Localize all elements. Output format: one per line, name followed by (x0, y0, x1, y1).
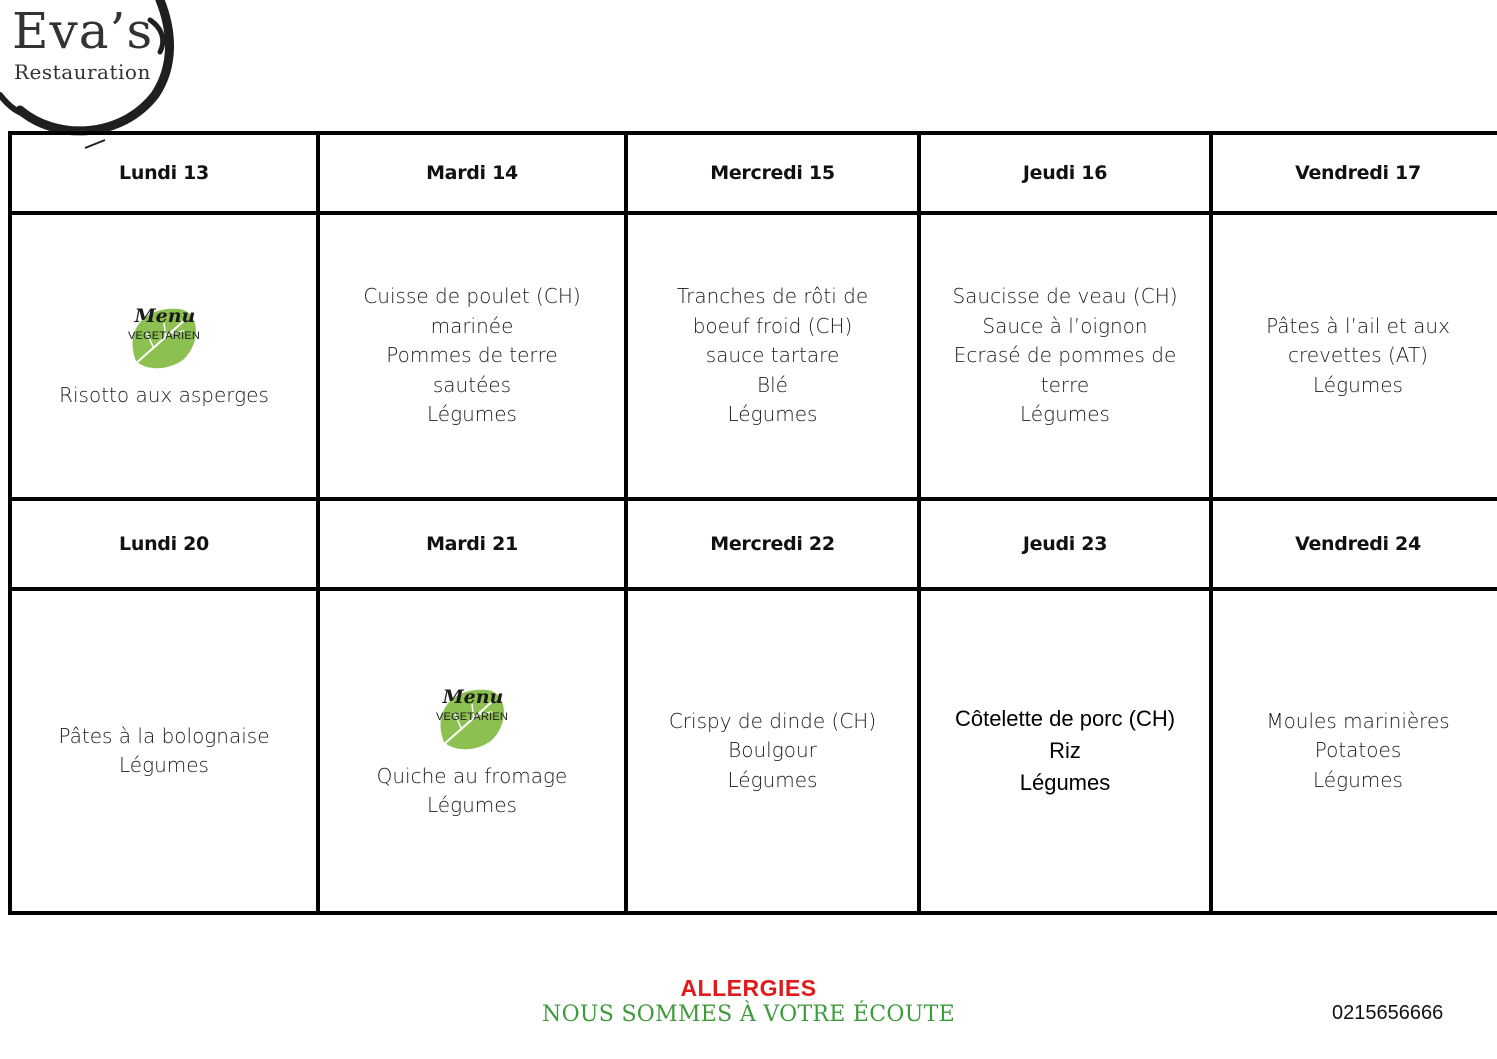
dish-line: Côtelette de porc (CH) (954, 706, 1176, 731)
dish-text (931, 282, 1199, 430)
dish-line: Pâtes à l’ail et aux (1266, 313, 1450, 338)
day-label: Lundi 20 (119, 533, 209, 555)
day-header (10, 499, 318, 589)
day-label: Vendredi 24 (1295, 533, 1421, 555)
dish-line: Sauce à l’oignon (982, 313, 1148, 338)
brand-name: Eva’s (12, 2, 154, 60)
week2-header-row (10, 499, 1497, 589)
dish-line: Pommes de terre (386, 343, 558, 368)
dish-line: crevettes (AT) (1288, 343, 1428, 368)
vegetarian-badge (124, 301, 204, 371)
dish-line: sauce tartare (705, 343, 840, 368)
dish-cell (626, 589, 919, 913)
dish-line: Boulgour (728, 738, 817, 763)
dish-cell (1211, 213, 1497, 499)
dish-cell (10, 589, 318, 913)
dish-cell (10, 213, 318, 499)
dish-line: Légumes (1313, 372, 1403, 397)
dish-cell (919, 213, 1211, 499)
phone-number: 0215656666 (1332, 1002, 1444, 1024)
dish-text (638, 707, 907, 796)
dish-line: terre (1040, 372, 1090, 397)
weekly-menu-table (8, 131, 1497, 915)
dish-line: Ecrasé de pommes de (953, 343, 1177, 368)
day-label: Jeudi 16 (1022, 162, 1108, 184)
week1-dishes-row (10, 213, 1497, 499)
badge-title: Menu (134, 305, 196, 328)
dish-line: Légumes (1313, 767, 1403, 792)
dish-text (330, 282, 614, 430)
dish-line: Pâtes à la bolognaise (58, 723, 270, 748)
dish-line: Riz (1049, 738, 1081, 763)
dish-text (1223, 312, 1493, 401)
day-label: Lundi 13 (119, 162, 209, 184)
day-header (318, 499, 626, 589)
badge-title: Menu (442, 685, 504, 708)
day-label: Mercredi 22 (710, 533, 835, 555)
week2-dishes-row (10, 589, 1497, 913)
dish-text (330, 762, 614, 821)
dish-line: Légumes (427, 793, 517, 817)
day-header (626, 499, 919, 589)
dish-cell (318, 213, 626, 499)
dish-line: Crispy de dinde (CH) (668, 708, 877, 733)
dish-text (22, 381, 306, 411)
week1-header-row (10, 133, 1497, 213)
day-header (626, 133, 919, 213)
dish-cell (318, 589, 626, 913)
badge-subtitle: VEGETARIEN (127, 330, 201, 343)
dish-line: Risotto aux asperges (59, 383, 269, 408)
dish-line: Légumes (427, 402, 517, 427)
dish-cell (1211, 589, 1497, 913)
dish-cell (626, 213, 919, 499)
dish-line: Quiche au fromage (376, 763, 568, 788)
dish-line: Potatoes (1314, 738, 1402, 763)
day-header (318, 133, 626, 213)
vegetarian-badge (432, 682, 512, 752)
dish-line: Légumes (727, 767, 818, 792)
dish-text (1223, 707, 1493, 796)
dish-line: Cuisse de poulet (CH) (363, 284, 581, 309)
day-label: Mardi 21 (426, 533, 518, 555)
dish-line: sautées (432, 372, 512, 397)
dish-line: Légumes (1019, 770, 1111, 795)
day-header (10, 133, 318, 213)
day-label: Mercredi 15 (710, 162, 835, 184)
day-label: Vendredi 17 (1295, 162, 1421, 184)
dish-line: Légumes (1020, 402, 1110, 427)
dish-line: Moules marinières (1266, 708, 1450, 733)
dish-text (22, 722, 306, 781)
allergies-message: NOUS SOMMES À VOTRE ÉCOUTE (542, 1002, 955, 1027)
dish-text (638, 282, 907, 430)
dish-line: Légumes (727, 402, 818, 427)
dish-line: Tranches de rôti de (676, 284, 869, 309)
day-header (1211, 133, 1497, 213)
dish-line: marinée (430, 313, 514, 338)
day-label: Mardi 14 (426, 162, 518, 184)
day-header (1211, 499, 1497, 589)
dish-line: Blé (757, 372, 788, 397)
day-header (919, 499, 1211, 589)
day-header (919, 133, 1211, 213)
day-label: Jeudi 23 (1022, 533, 1108, 555)
brand-logo (0, 0, 180, 150)
allergies-heading: ALLERGIES (680, 975, 817, 1001)
brand-subtitle: Restauration (14, 60, 151, 84)
dish-line: Légumes (119, 753, 209, 777)
dish-text (931, 703, 1199, 799)
dish-line: Saucisse de veau (CH) (952, 284, 1178, 309)
dish-cell (919, 589, 1211, 913)
badge-subtitle: VEGETARIEN (435, 710, 509, 723)
dish-line: boeuf froid (CH) (692, 313, 853, 338)
